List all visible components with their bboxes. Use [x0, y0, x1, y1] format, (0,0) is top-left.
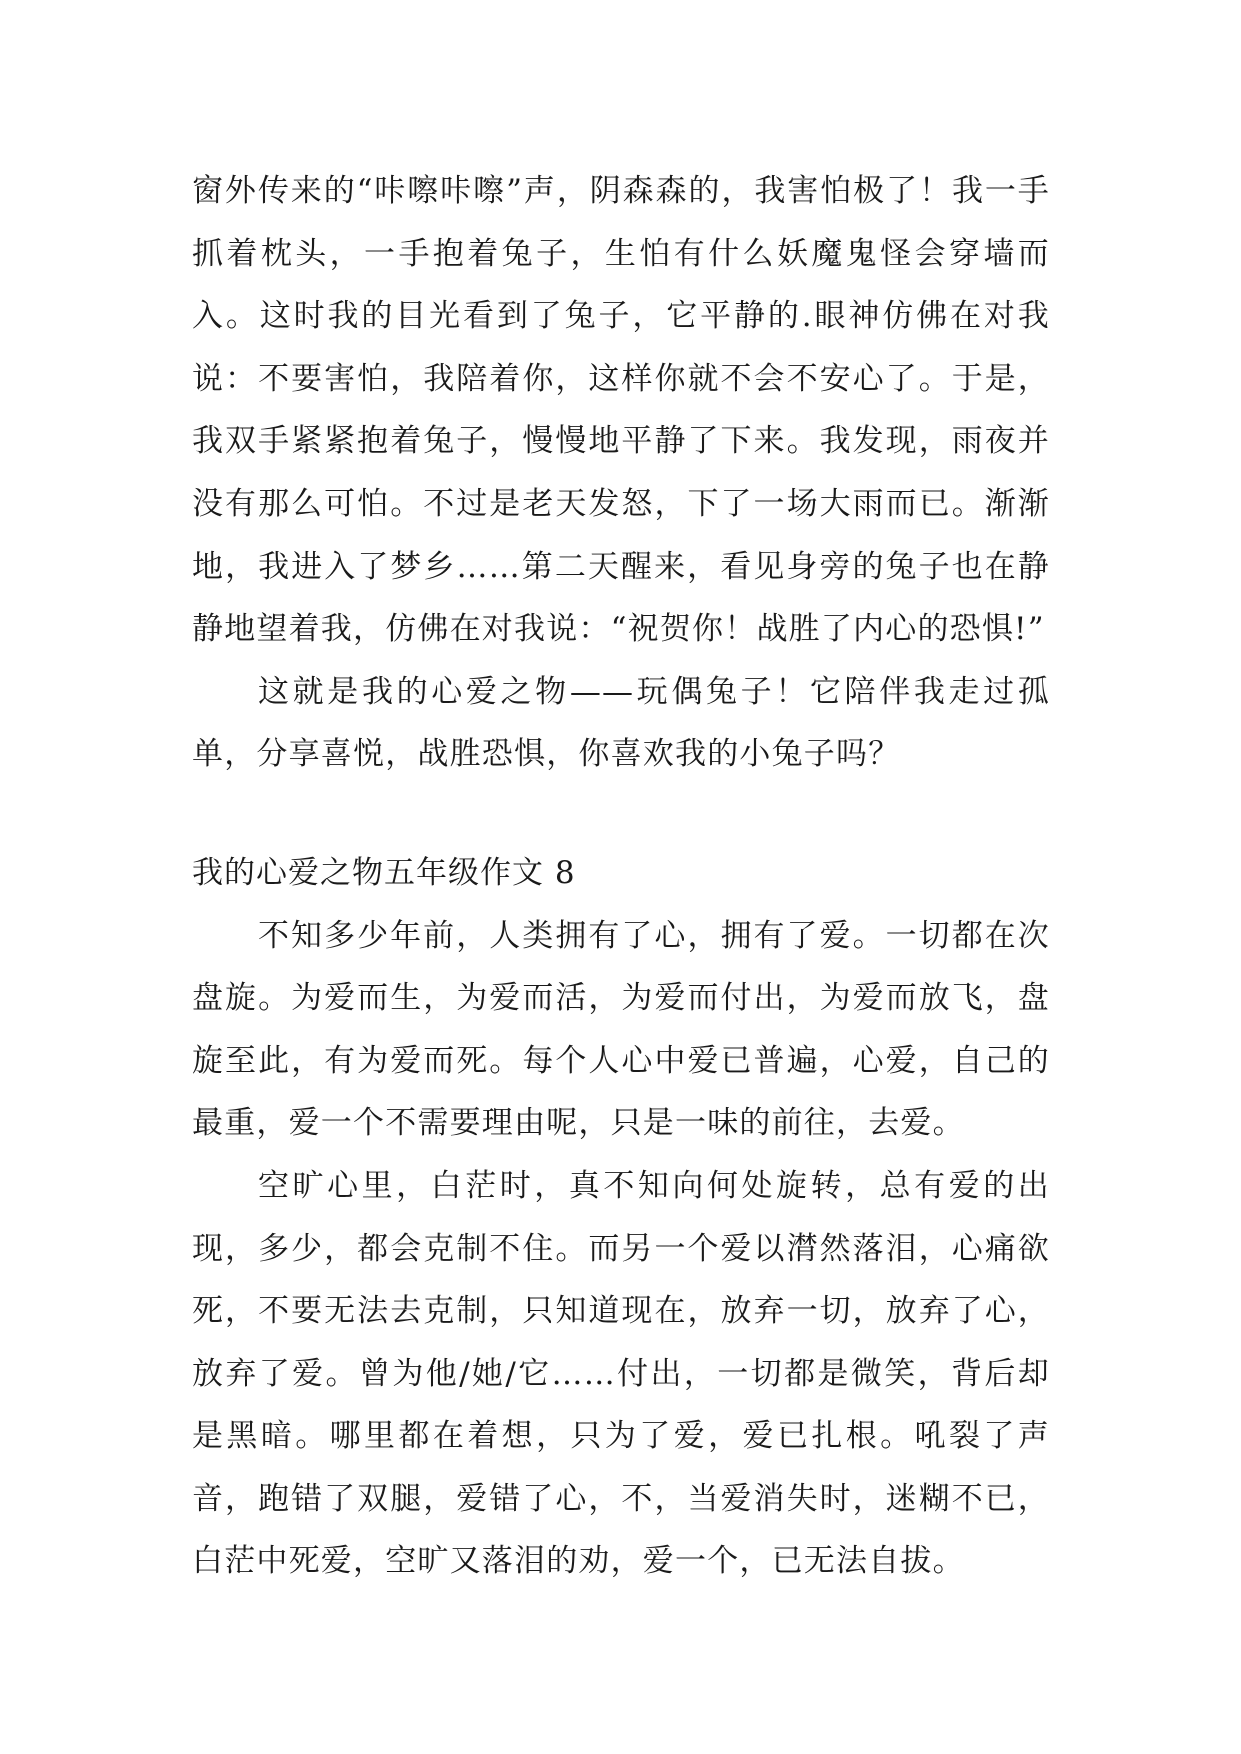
paragraph-love-origin: 不知多少年前，人类拥有了心，拥有了爱。一切都在次盘旋。为爱而生，为爱而活，为爱而付出，为爱而放飞，盘旋至此，有为爱而死。每个人心中爱已普遍，心爱，自己的最重，爱一个不需要理由呢，只是一味的前往，去爱。 [192, 917, 1050, 1142]
paragraph-empty-heart: 空旷心里，白茫时，真不知向何处旋转，总有爱的出现，多少，都会克制不住。而另一个爱以潸然落泪，心痛欲死，不要无法去克制，只知道现在，放弃一切，放弃了心，放弃了爱。曾为他/她/它……付出，一切都是微笑，背后却是黑暗。哪里都在着想，只为了爱，爱已扎根。吼裂了声音，跑错了双腿，爱错了心，不，当爱消失时，迷糊不已，白茫中死爱，空旷又落泪的劝，爱一个，已无法自拔。 [192, 1167, 1050, 1580]
section-title: 我的心爱之物五年级作文 8 [192, 854, 576, 891]
document-body [192, 160, 1050, 1593]
paragraph-rainy-night: 窗外传来的“咔嚓咔嚓”声，阴森森的，我害怕极了！我一手抓着枕头，一手抱着兔子，生怕有什么妖魔鬼怪会穿墙而入。这时我的目光看到了兔子，它平静的.眼神仿佛在对我说：不要害怕，我陪着你，这样你就不会不安心了。于是，我双手紧紧抱着兔子，慢慢地平静了下来。我发现，雨夜并没有那么可怕。不过是老天发怒，下了一场大雨而已。渐渐地，我进入了梦乡……第二天醒来，看见身旁的兔子也在静静地望着我，仿佛在对我说：“祝贺你！战胜了内心的恐惧!” [192, 173, 1050, 648]
paragraph-rabbit-conclusion: 这就是我的心爱之物——玩偶兔子！它陪伴我走过孤单，分享喜悦，战胜恐惧，你喜欢我的小兔子吗？ [192, 673, 1050, 773]
